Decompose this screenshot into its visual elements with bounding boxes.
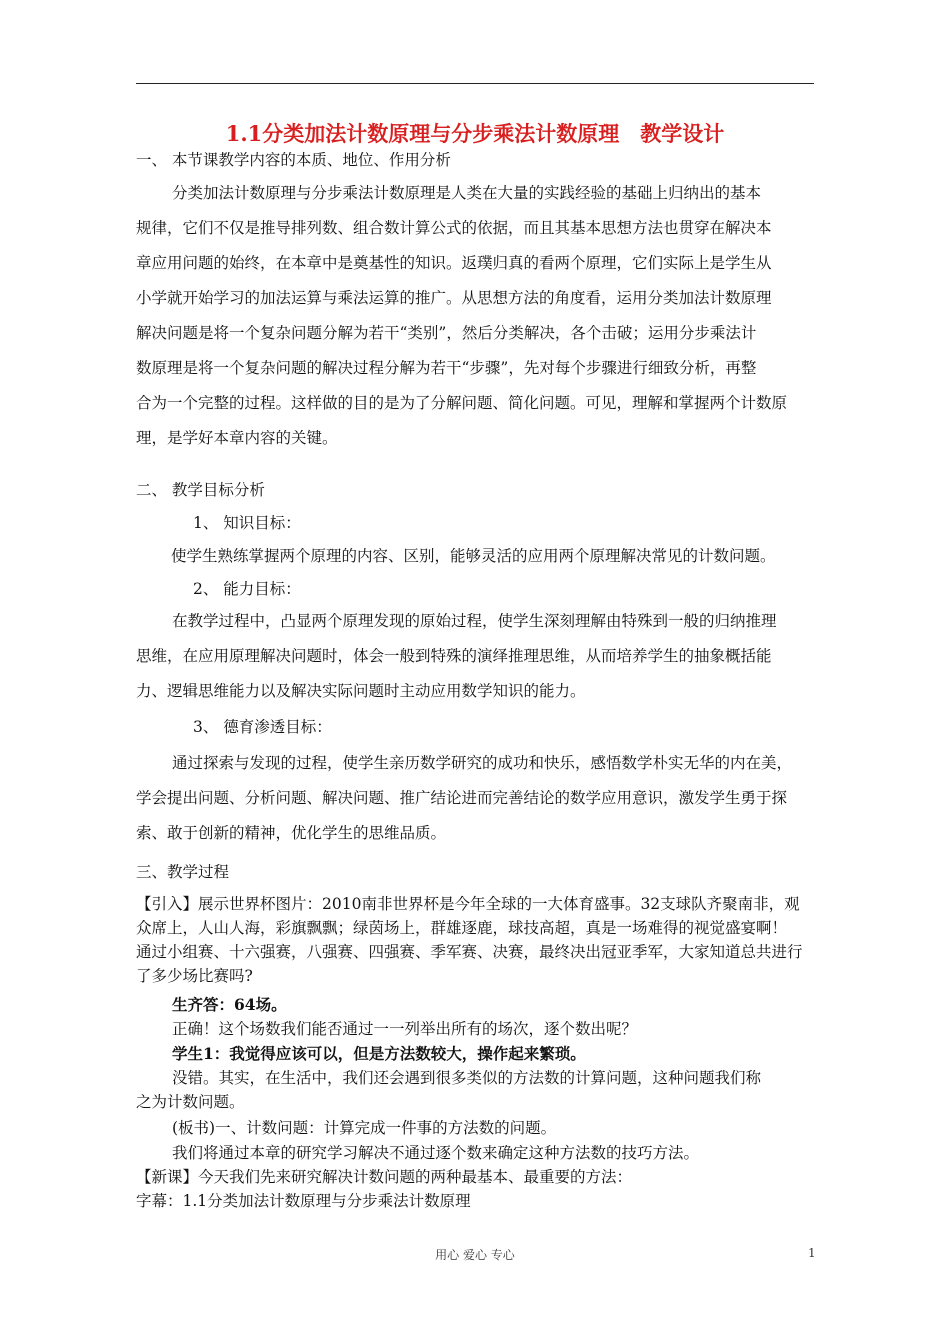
- paragraph-line: 理，是学好本章内容的关键。: [136, 429, 338, 447]
- caption-line: 字幕：1.1分类加法计数原理与分步乘法计数原理: [136, 1192, 471, 1210]
- page-footer: 用心 爱心 专心: [435, 1248, 515, 1262]
- paragraph-line: 合为一个完整的过程。这样做的目的是为了分解问题、简化问题。可见，理解和掌握两个计数原: [136, 394, 788, 412]
- section-1-paragraph: [136, 176, 814, 456]
- goal-1-heading: 1、 知识目标：: [193, 514, 301, 532]
- board-note: (板书)一、计数问题：计算完成一件事的方法数的问题。: [172, 1119, 557, 1137]
- paragraph-line: 了多少场比赛吗?: [136, 967, 253, 985]
- section-3-heading: 三、教学过程: [136, 863, 230, 881]
- paragraph-line: 学会提出问题、分析问题、解决问题、推广结论进而完善结论的数学应用意识，激发学生勇于探: [136, 789, 788, 807]
- goal-3-paragraph: [136, 746, 814, 851]
- paragraph-line: 众席上，人山人海，彩旗飘飘；绿茵场上，群雄逐鹿，球技高超，真是一场难得的视觉盛宴啊！: [136, 919, 788, 937]
- teacher-line-3: 我们将通过本章的研究学习解决不通过逐个数来确定这种方法数的技巧方法。: [172, 1144, 700, 1162]
- paragraph-line: 【引入】展示世界杯图片：2010南非世界杯是今年全球的一大体育盛事。32支球队齐聚南非，观: [136, 895, 800, 913]
- paragraph-line: 在教学过程中，凸显两个原理发现的原始过程，使学生深刻理解由特殊到一般的归纳推理: [172, 612, 777, 630]
- teacher-paragraph-2: [136, 1066, 814, 1114]
- paragraph-line: 之为计数问题。: [136, 1093, 245, 1111]
- goal-3-heading: 3、 德育渗透目标：: [193, 718, 332, 736]
- goal-2-paragraph: [136, 604, 814, 709]
- paragraph-line: 思维，在应用原理解决问题时，体会一般到特殊的演绎推理思维，从而培养学生的抽象概括能: [136, 647, 772, 665]
- goal-2-heading: 2、 能力目标：: [193, 580, 301, 598]
- student-answer-line: 生齐答：64场。: [172, 995, 287, 1014]
- new-lesson-line: 【新课】今天我们先来研究解决计数问题的两种最基本、最重要的方法：: [136, 1168, 633, 1186]
- paragraph-line: 小学就开始学习的加法运算与乘法运算的推广。从思想方法的角度看，运用分类加法计数原理: [136, 289, 772, 307]
- paragraph-line: 力、逻辑思维能力以及解决实际问题时主动应用数学知识的能力。: [136, 682, 586, 700]
- header-rule: [136, 83, 814, 84]
- page-number: 1: [808, 1246, 816, 1260]
- intro-paragraph: [136, 892, 814, 988]
- teacher-line-1: 正确！这个场数我们能否通过一一列举出所有的场次，逐个数出呢？: [172, 1020, 638, 1038]
- paragraph-line: 分类加法计数原理与分步乘法计数原理是人类在大量的实践经验的基础上归纳出的基本: [172, 184, 762, 202]
- paragraph-line: 通过小组赛、十六强赛，八强赛、四强赛、季军赛、决赛，最终决出冠亚季军，大家知道总共进行: [136, 943, 803, 961]
- paragraph-line: 规律，它们不仅是推导排列数、组合数计算公式的依据，而且其基本思想方法也贯穿在解决本: [136, 219, 772, 237]
- paragraph-line: 数原理是将一个复杂问题的解决过程分解为若干“步骤”，先对每个步骤进行细致分析，再整: [136, 359, 757, 377]
- paragraph-line: 解决问题是将一个复杂问题分解为若干“类别”，然后分类解决，各个击破；运用分步乘法计: [136, 324, 757, 342]
- goal-1-text: 使学生熟练掌握两个原理的内容、区别，能够灵活的应用两个原理解决常见的计数问题。: [171, 547, 776, 565]
- paragraph-line: 索、敢于创新的精神，优化学生的思维品质。: [136, 824, 447, 842]
- document-title: 1.1分类加法计数原理与分步乘法计数原理 教学设计: [225, 121, 725, 146]
- paragraph-line: 没错。其实，在生活中，我们还会遇到很多类似的方法数的计算问题，这种问题我们称: [172, 1069, 762, 1087]
- paragraph-line: 通过探索与发现的过程，使学生亲历数学研究的成功和快乐，感悟数学朴实无华的内在美，: [172, 754, 793, 772]
- paragraph-line: 章应用问题的始终，在本章中是奠基性的知识。返璞归真的看两个原理，它们实际上是学生从: [136, 254, 772, 272]
- section-1-heading: 一、 本节课教学内容的本质、地位、作用分析: [136, 151, 451, 169]
- student-1-line: 学生1：我觉得应该可以，但是方法数较大，操作起来繁琐。: [172, 1044, 586, 1063]
- section-2-heading: 二、 教学目标分析: [136, 481, 265, 499]
